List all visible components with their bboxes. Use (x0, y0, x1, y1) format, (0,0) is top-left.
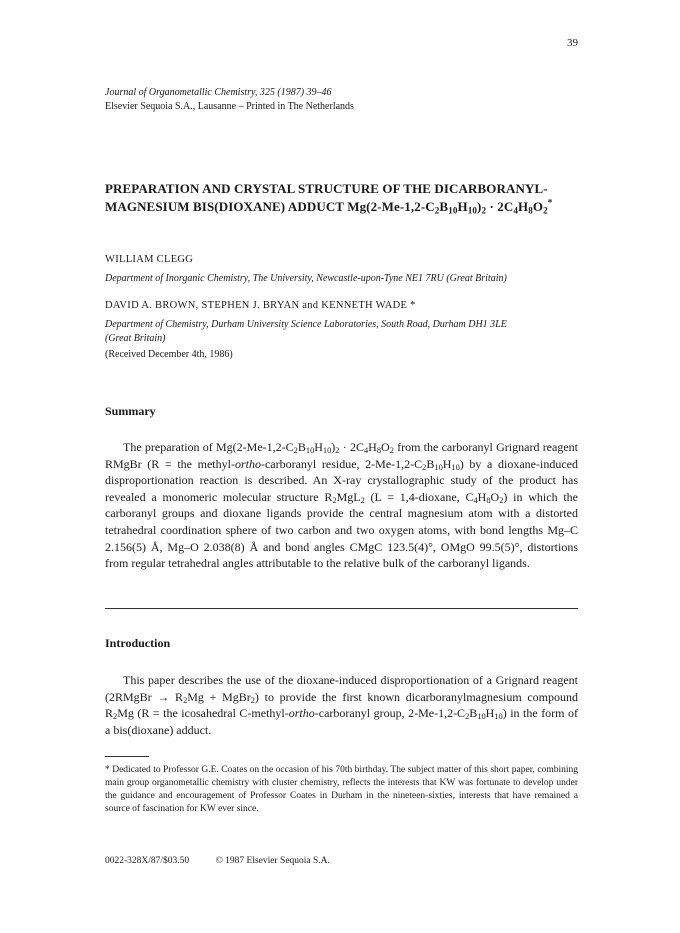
paper-title (105, 180, 585, 216)
copyright: © 1987 Elsevier Sequoia S.A. (215, 856, 330, 866)
author-affiliation: Department of Chemistry, Durham University Science Laboratories, South Road, Durham DH1 3LE (105, 319, 507, 330)
author-block-2 (105, 299, 507, 362)
author-names: DAVID A. BROWN, STEPHEN J. BRYAN and KENNETH WADE * (105, 300, 416, 311)
summary-paragraph: The preparation of $Mg(2-Me-1,2-C_2B_{10}H_{10})_2 \cdot 2C_4H_8O_2$ from the carboranyl Grignard reagent RMgBr (R = the methyl-ortho-carboranyl residue, $2-Me-1,2-C_2B_{10}H_{10}$) by a dioxane-induced disproportionation reaction is described. An X-ray crystallographic study of the product has revealed a monomeric molecular structure $R_2MgL_2$ (L = 1,4-dioxane, $C_4H_8O_2$) in which the carboranyl groups and dioxane ligands provide the central magnesium atom with a distorted tetrahedral coordination sphere of two carbon and two oxygen atoms, with bond lengths Mg–C 2.156(5) Å, Mg–O 2.038(8) Å and bond angles CMgC 123.5(4)°, OMgO 99.5(5)°, distortions from regular tetrahedral angles attributable to the relative bulk of the carboranyl ligands. (105, 440, 579, 571)
author-names: WILLIAM CLEGG (105, 254, 194, 265)
journal-citation: Journal of Organometallic Chemistry, 325 (1987) 39–46 (105, 87, 332, 98)
received-date: (Received December 4th, 1986) (105, 349, 233, 360)
author-affiliation: Department of Inorganic Chemistry, The University, Newcastle-upon-Tyne NE1 7RU (Great Britain) (105, 273, 507, 284)
price-code: 0022-328X/87/$03.50 (105, 856, 190, 866)
publisher-line: Elsevier Sequoia S.A., Lausanne – Printed in The Netherlands (105, 101, 354, 112)
journal-header (105, 86, 354, 114)
summary-heading: Summary (105, 404, 156, 418)
copyright-footer (105, 856, 354, 866)
footnote: * Dedicated to Professor G.E. Coates on the occasion of his 70th birthday. The subject matter of this short paper, combining main group organometallic chemistry with cluster chemistry, reflects the interests that KW was fortunate to develop under the guidance and encouragement of Professor Coates in Durham in the nineteen-sixties, interests that have remained a source of fascination for KW ever since. (105, 765, 578, 814)
author-affiliation-country: (Great Britain) (105, 333, 166, 344)
title-line-2: MAGNESIUM BIS(DIOXANE) ADDUCT $Mg(2-Me-1,2-C_2B_{10}H_{10})_2 \cdot 2C_4H_8O_2^*$ (105, 197, 553, 216)
page-number: 39 (567, 37, 578, 49)
author-block-1 (105, 253, 507, 286)
introduction-heading: Introduction (105, 636, 171, 650)
summary-divider (105, 608, 578, 609)
introduction-paragraph: This paper describes the use of the dioxane-induced disproportionation of a Grignard reagent (2RMgBr → $R_2Mg$ + MgBr$_2$) to provide the first known dicarboranylmagnesium compound $R_2Mg$ (R = the icosahedral C-methyl-ortho-carboranyl group, $2-Me-1,2-C_2B_{10}H_{10}$) in the form of a bis(dioxane) adduct. (105, 673, 579, 737)
footnote-divider (105, 756, 149, 757)
title-line-1: PREPARATION AND CRYSTAL STRUCTURE OF THE DICARBORANYL- (105, 181, 548, 196)
